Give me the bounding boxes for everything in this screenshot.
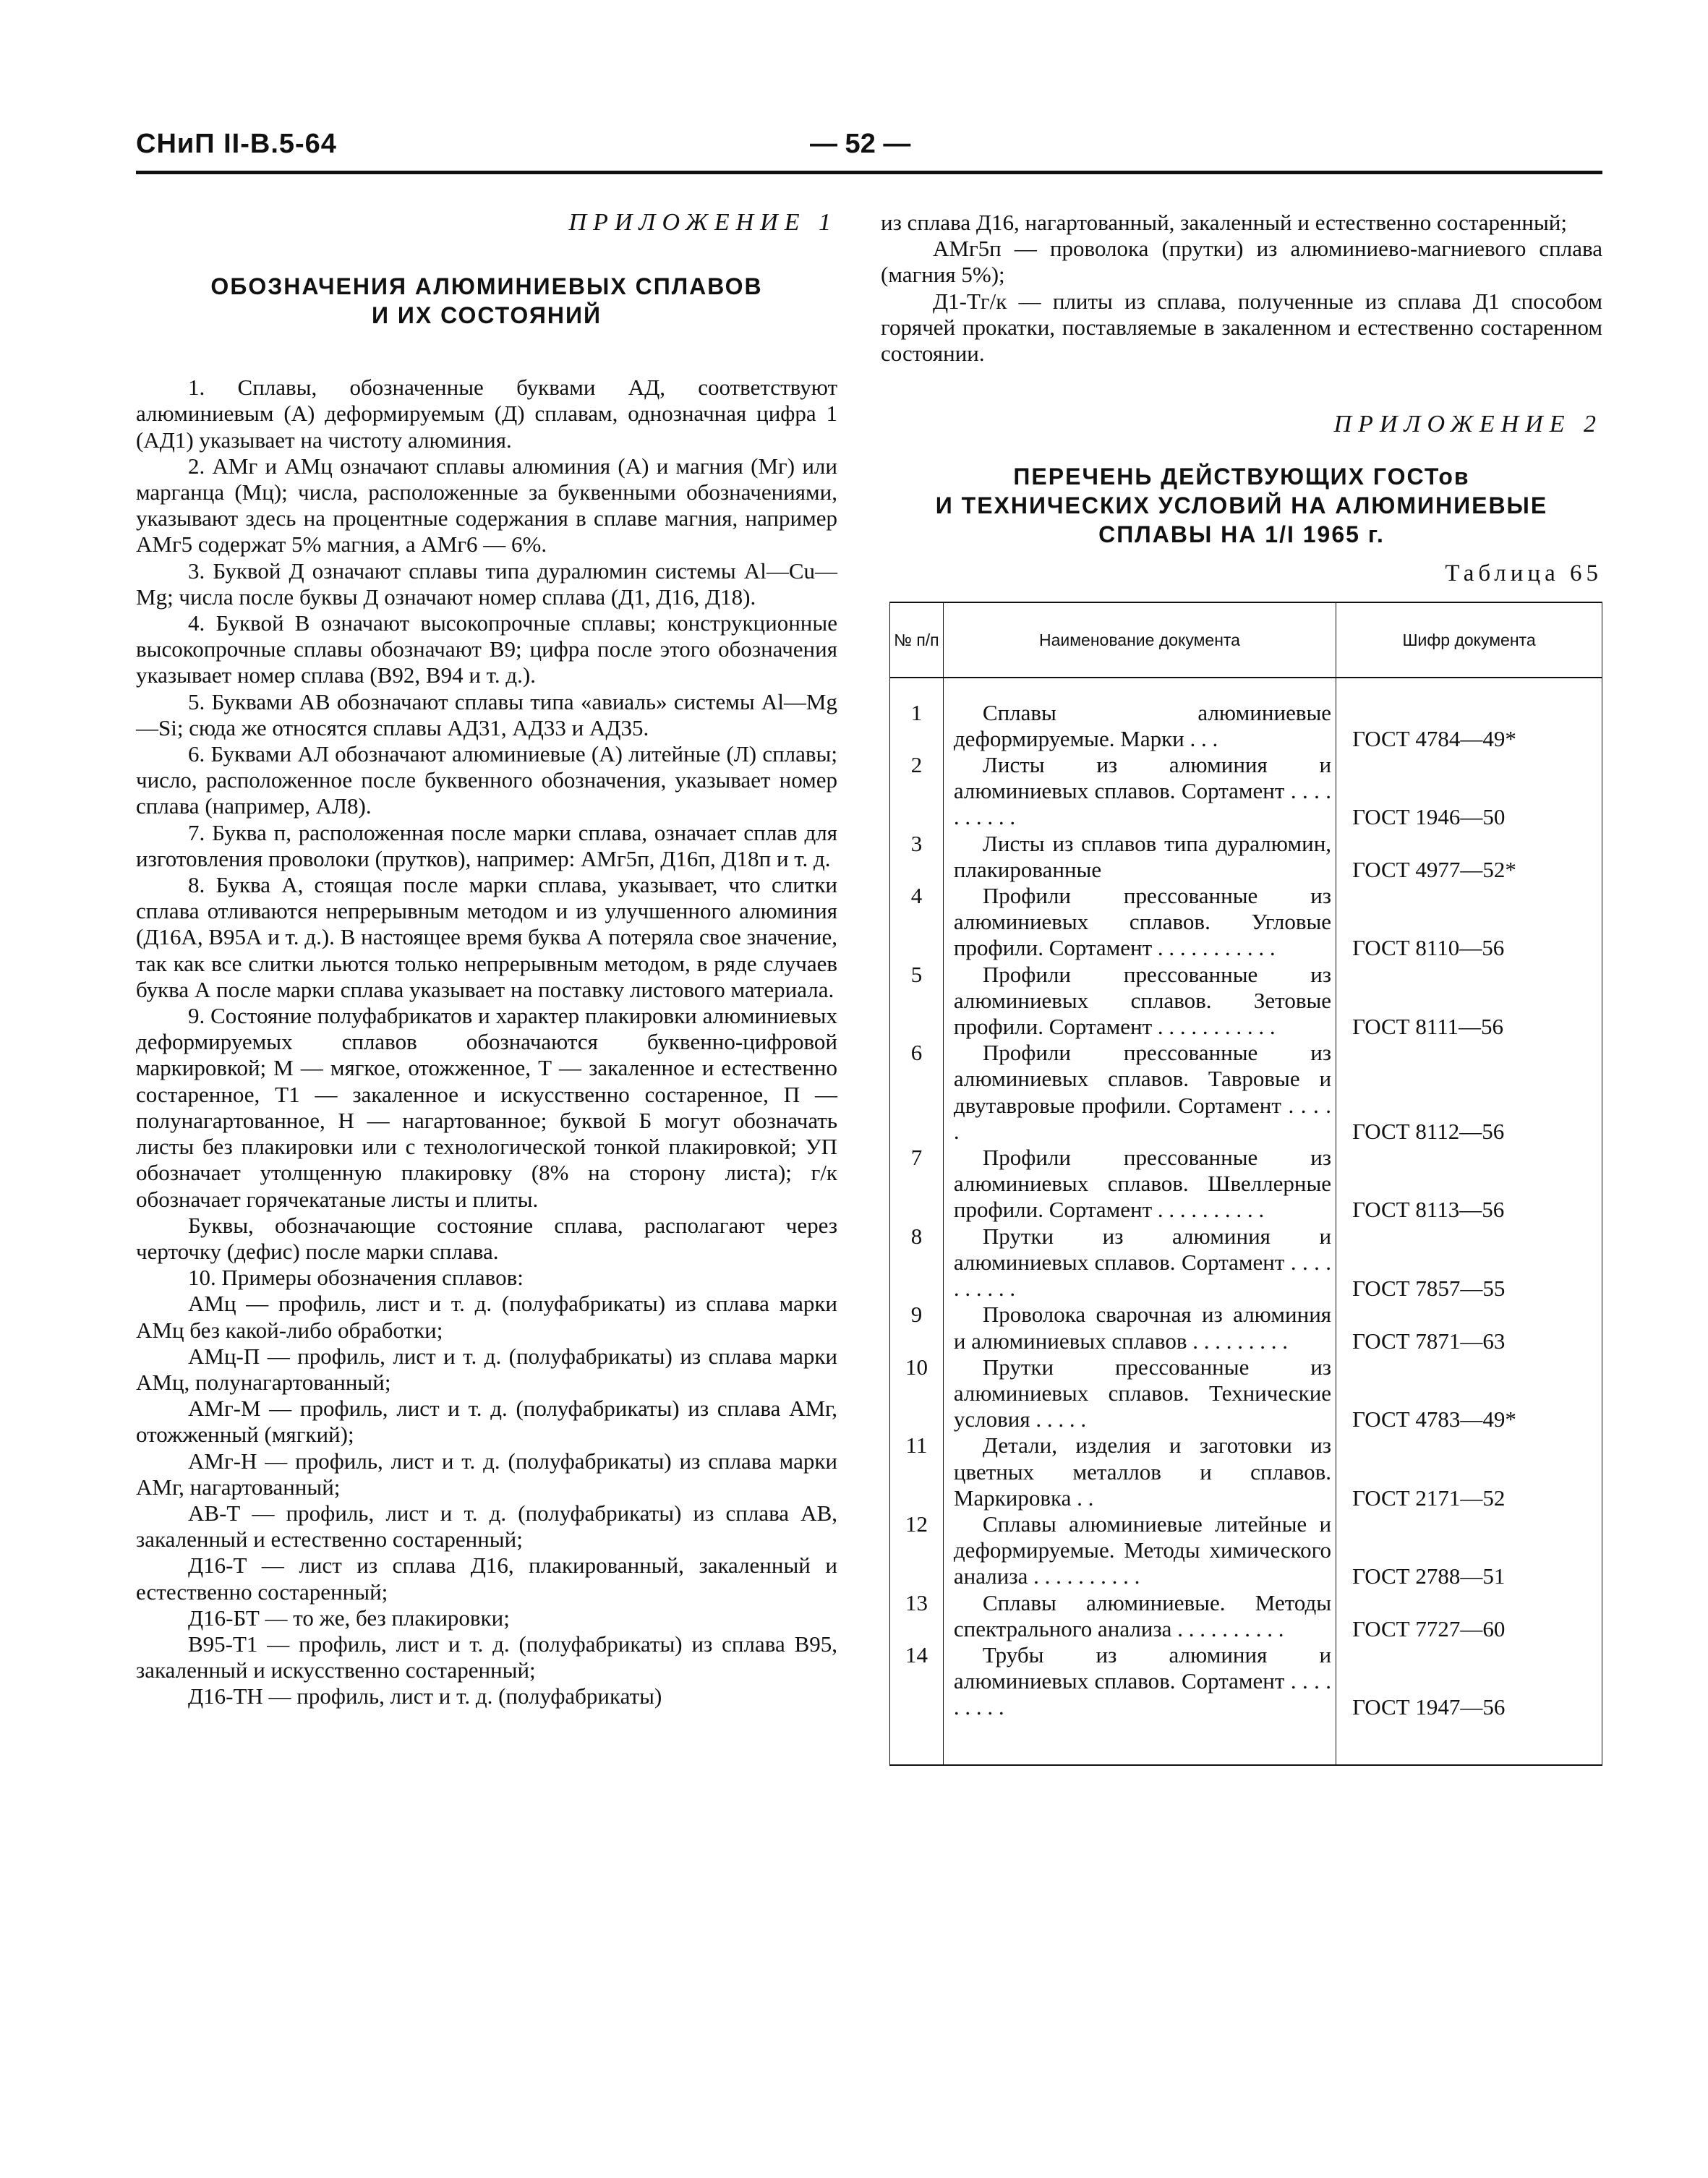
- document-code: СНиП II-В.5-64: [136, 129, 337, 159]
- left-column: [136, 210, 837, 1710]
- example-item: Д16-ТН — профиль, лист и т. д. (полуфабрикаты): [188, 1683, 662, 1709]
- row-number: 14: [890, 1642, 944, 1721]
- row-name: Профили прессованные из алюминиевых сплавов. Угловые профили. Сортамент . . . . . . . . . . .: [943, 883, 1336, 962]
- row-name: Сплавы алюминиевые. Методы спектрального анализа . . . . . . . . . .: [943, 1590, 1336, 1642]
- row-code: ГОСТ 7727—60: [1336, 1590, 1602, 1642]
- row-name: Листы из алюминия и алюминиевых сплавов. Сортамент . . . . . . . . . .: [943, 752, 1336, 831]
- table-row: [890, 883, 1602, 962]
- row-code: ГОСТ 4784—49*: [1336, 700, 1602, 752]
- row-code: ГОСТ 8110—56: [1336, 883, 1602, 962]
- row-number: 11: [890, 1432, 944, 1511]
- row-name: Профили прессованные из алюминиевых сплавов. Тавровые и двутавровые профили. Сортамент . . . . .: [943, 1040, 1336, 1145]
- row-number: 3: [890, 831, 944, 883]
- row-code: ГОСТ 8111—56: [1336, 962, 1602, 1041]
- table-row: [890, 1511, 1602, 1590]
- table-row: [890, 1432, 1602, 1511]
- row-name: Трубы из алюминия и алюминиевых сплавов. Сортамент . . . . . . . . .: [943, 1642, 1336, 1721]
- row-name: Профили прессованные из алюминиевых сплавов. Швеллерные профили. Сортамент . . . . . . . . . .: [943, 1145, 1336, 1223]
- row-number: 13: [890, 1590, 944, 1642]
- example-continuation: из сплава Д16, нагартованный, закаленный и естественно состаренный;: [881, 210, 1567, 235]
- table-label: Таблица 65: [1445, 560, 1602, 587]
- paragraph: 10. Примеры обозначения сплавов:: [188, 1265, 524, 1291]
- row-code: ГОСТ 8112—56: [1336, 1040, 1602, 1145]
- table-header-row: [890, 602, 1602, 678]
- example-item: АМг-Н — профиль, лист и т. д. (полуфабрикаты) из сплава марки АМг, нагартованный;: [136, 1448, 837, 1500]
- row-name: Прутки из алюминия и алюминиевых сплавов. Сортамент . . . . . . . . . .: [943, 1223, 1336, 1302]
- table-row: [890, 700, 1602, 752]
- paragraph: 4. Буквой В означают высокопрочные сплавы; конструкционные высокопрочные сплавы обозначают В9; цифра после этого обозначения указывает номер сплава (В92, В94 и т. д.).: [136, 610, 837, 688]
- example-item: Д1-Тг/к — плиты из сплава, полученные из сплава Д1 способом горячей прокатки, поставляемые в закаленном и естественно состаренном состоянии.: [881, 288, 1602, 367]
- appendix-1-label: ПРИЛОЖЕНИЕ 1: [568, 209, 837, 236]
- row-code: ГОСТ 2171—52: [1336, 1432, 1602, 1511]
- row-number: 8: [890, 1223, 944, 1302]
- example-item: Д16-Т — лист из сплава Д16, плакированный, закаленный и естественно состаренный;: [136, 1553, 837, 1605]
- row-code: ГОСТ 8113—56: [1336, 1145, 1602, 1223]
- paragraph: 5. Буквами АВ обозначают сплавы типа «авиаль» системы Al—Mg—Si; сюда же относятся сплавы АД31, АД33 и АД35.: [136, 688, 837, 740]
- row-name: Листы из сплавов типа дуралюмин, плакированные: [943, 831, 1336, 883]
- paragraph: 7. Буква п, расположенная после марки сплава, означает сплав для изготовления проволоки (прутков), например: АМг5п, Д16п, Д18п и т. д.: [136, 819, 837, 871]
- page-header: [136, 129, 1602, 162]
- example-item: АМц-П — профиль, лист и т. д. (полуфабрикаты) из сплава марки АМц, полунагартованный;: [136, 1343, 837, 1395]
- right-column: [881, 210, 1602, 1766]
- appendix-2-title-line1: ПЕРЕЧЕНЬ ДЕЙСТВУЮЩИХ ГОСТов: [1013, 464, 1470, 490]
- row-number: 2: [890, 752, 944, 831]
- appendix-2-label: ПРИЛОЖЕНИЕ 2: [1333, 411, 1602, 438]
- row-number: 1: [890, 700, 944, 752]
- row-number: 10: [890, 1354, 944, 1433]
- row-code: ГОСТ 2788—51: [1336, 1511, 1602, 1590]
- table-row: [890, 1145, 1602, 1223]
- row-code: ГОСТ 1947—56: [1336, 1642, 1602, 1721]
- row-name: Прутки прессованные из алюминиевых сплавов. Технические условия . . . . .: [943, 1354, 1336, 1433]
- appendix-1-title-line2: И ИХ СОСТОЯНИЙ: [372, 302, 602, 329]
- row-code: ГОСТ 1946—50: [1336, 752, 1602, 831]
- row-number: 9: [890, 1302, 944, 1354]
- row-number: 6: [890, 1040, 944, 1145]
- row-code: ГОСТ 4977—52*: [1336, 831, 1602, 883]
- table-row: [890, 1040, 1602, 1145]
- table-row: [890, 752, 1602, 831]
- header-number: № п/п: [890, 602, 944, 678]
- table-row: [890, 831, 1602, 883]
- row-name: Детали, изделия и заготовки из цветных металлов и сплавов. Маркировка . .: [943, 1432, 1336, 1511]
- table-row: [890, 1354, 1602, 1433]
- header-document-code: Шифр документа: [1336, 602, 1602, 678]
- row-number: 5: [890, 962, 944, 1041]
- table-row: [890, 1302, 1602, 1354]
- gost-table: [889, 602, 1602, 1766]
- example-item: АМг-М — профиль, лист и т. д. (полуфабрикаты) из сплава АМг, отожженный (мягкий);: [136, 1396, 837, 1448]
- appendix-1-title-line1: ОБОЗНАЧЕНИЯ АЛЮМИНИЕВЫХ СПЛАВОВ: [210, 273, 763, 300]
- table-row: [890, 962, 1602, 1041]
- row-number: 7: [890, 1145, 944, 1223]
- appendix-2-title-line2: И ТЕХНИЧЕСКИХ УСЛОВИЙ НА АЛЮМИНИЕВЫЕ: [935, 492, 1548, 519]
- row-name: Проволока сварочная из алюминия и алюминиевых сплавов . . . . . . . . .: [943, 1302, 1336, 1354]
- example-item: В95-Т1 — профиль, лист и т. д. (полуфабрикаты) из сплава В95, закаленный и искусственно состаренный;: [136, 1631, 837, 1683]
- paragraph: 3. Буквой Д означают сплавы типа дуралюмин системы Al—Cu—Mg; числа после буквы Д означают номер сплава (Д1, Д16, Д18).: [136, 558, 837, 610]
- page-number: — 52 —: [810, 129, 911, 159]
- header-document-name: Наименование документа: [943, 602, 1336, 678]
- paragraph: 9. Состояние полуфабрикатов и характер плакировки алюминиевых деформируемых сплавов обозначаются буквенно-цифровой маркировкой; М — мягкое, отожженное, Т — закаленное и естественно состаренное, Т1 — закаленное и искусственно состаренное, П — полунагартованное, Н — нагартованное; буквой Б могут обозначать листы без плакировки или с технологической тонкой плакировкой; УП обозначает утолщенную плакировку (8% на сторону листа); г/к обозначает горячекатаные листы и плиты.: [136, 1003, 837, 1212]
- row-name: Профили прессованные из алюминиевых сплавов. Зетовые профили. Сортамент . . . . . . . . . . .: [943, 962, 1336, 1041]
- row-number: 12: [890, 1511, 944, 1590]
- paragraph: Буквы, обозначающие состояние сплава, располагают через черточку (дефис) после марки сплава.: [136, 1212, 837, 1264]
- table-row: [890, 1223, 1602, 1302]
- example-item: АМц — профиль, лист и т. д. (полуфабрикаты) из сплава марки АМц без какой-либо обработки;: [136, 1291, 837, 1343]
- header-rule: [136, 171, 1602, 174]
- paragraph: 6. Буквами АЛ обозначают алюминиевые (А) литейные (Л) сплавы; число, расположенное после буквенного обозначения, указывает номер сплава (например, АЛ8).: [136, 741, 837, 819]
- table-row: [890, 1642, 1602, 1721]
- paragraph: 8. Буква А, стоящая после марки сплава, указывает, что слитки сплава отливаются непрерывным методом и из улучшенного алюминия (Д16А, В95А и т. д.). В настоящее время буква А потеряла свое значение, так как все слитки льются только непрерывным методом, в ряде случаев буква А после марки сплава указывает на поставку листового материала.: [136, 872, 837, 1002]
- table-row: [890, 1590, 1602, 1642]
- row-code: ГОСТ 7857—55: [1336, 1223, 1602, 1302]
- row-name: Сплавы алюминиевые литейные и деформируемые. Методы химического анализа . . . . . . . . . .: [943, 1511, 1336, 1590]
- paragraph: 1. Сплавы, обозначенные буквами АД, соответствуют алюминиевым (А) деформируемым (Д) сплавам, однозначная цифра 1 (АД1) указывает на чистоту алюминия.: [136, 375, 837, 453]
- example-item: АВ-Т — профиль, лист и т. д. (полуфабрикаты) из сплава АВ, закаленный и естественно состаренный;: [136, 1500, 837, 1553]
- row-code: ГОСТ 7871—63: [1336, 1302, 1602, 1354]
- appendix-2-title-line3: СПЛАВЫ НА 1/I 1965 г.: [1098, 521, 1385, 548]
- paragraph: 2. АМг и АМц означают сплавы алюминия (А) и магния (Мг) или марганца (Мц); числа, расположенные за буквенными обозначениями, указывают здесь на процентные содержания в сплаве магния, например АМг5 содержат 5% магния, а АМг6 — 6%.: [136, 453, 837, 558]
- example-item: Д16-БТ — то же, без плакировки;: [188, 1605, 510, 1631]
- row-code: ГОСТ 4783—49*: [1336, 1354, 1602, 1433]
- row-number: 4: [890, 883, 944, 962]
- row-name: Сплавы алюминиевые деформируемые. Марки . . .: [943, 700, 1336, 752]
- example-item: АМг5п — проволока (прутки) из алюминиево-магниевого сплава (магния 5%);: [881, 236, 1602, 288]
